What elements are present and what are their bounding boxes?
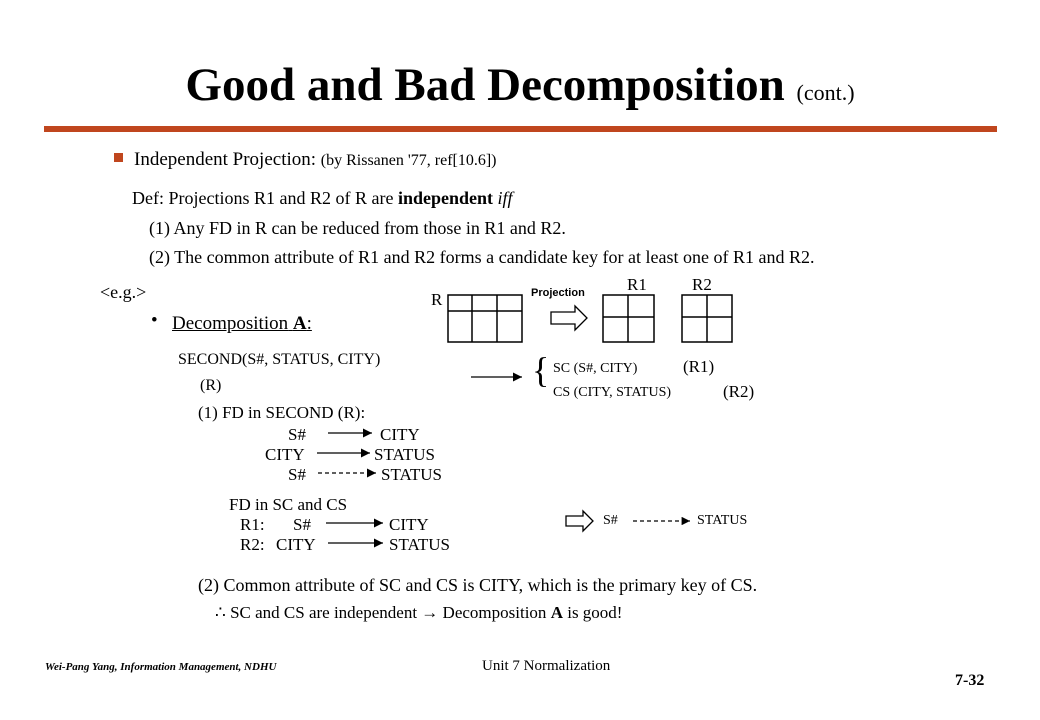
diagram-r-label: R xyxy=(431,290,443,309)
projection-sc-tag: (R1) xyxy=(683,357,715,376)
therefore-icon: ∴ xyxy=(215,603,226,622)
definition-suffix: iff xyxy=(497,188,513,208)
fd-row2-rhs: STATUS xyxy=(374,445,435,464)
table-r-icon xyxy=(448,295,522,342)
projection-arrow-icon xyxy=(551,306,587,330)
left-brace: { xyxy=(532,350,550,390)
footer-page-number: 7-32 xyxy=(955,672,985,689)
table-r1-icon xyxy=(603,295,654,342)
fd-second-heading: (1) FD in SECOND (R): xyxy=(198,403,366,422)
fd-r2-rhs: STATUS xyxy=(389,535,450,554)
fd-row1-lhs: S# xyxy=(288,425,306,444)
conclusion-post: is good! xyxy=(567,603,623,622)
fd-r1-rhs: CITY xyxy=(389,515,429,534)
relation-schema: SECOND(S#, STATUS, CITY) xyxy=(178,351,381,368)
fd-r1-lhs: S# xyxy=(293,515,311,534)
implied-lhs: S# xyxy=(603,513,618,528)
decomposition-label: Decomposition xyxy=(172,313,289,334)
conclusion-pre: SC and CS are independent xyxy=(230,603,418,622)
definition-keyword: independent xyxy=(397,188,493,208)
bullet-label: Independent Projection: xyxy=(134,149,317,170)
fd-r2-label: R2: xyxy=(240,535,265,554)
conclusion-mid: Decomposition xyxy=(442,603,547,622)
conclusion-letter: A xyxy=(550,603,563,622)
implies-hollow-arrow-icon xyxy=(566,511,593,531)
relation-tag: (R) xyxy=(200,377,222,394)
fd-row1-rhs: CITY xyxy=(380,425,420,444)
fd-row3-rhs: STATUS xyxy=(381,465,442,484)
definition-prefix: Def: Projections R1 and R2 of R are xyxy=(132,188,394,208)
decomposition-letter: A xyxy=(292,313,307,334)
projection-cs-tag: (R2) xyxy=(723,382,755,401)
table-r2-icon xyxy=(682,295,732,342)
footer-unit: Unit 7 Normalization xyxy=(482,658,611,674)
example-label: <e.g.> xyxy=(100,282,147,302)
projection-sc: SC (S#, CITY) xyxy=(553,361,638,376)
round-bullet-icon: • xyxy=(151,310,158,331)
fd-sc-cs-heading: FD in SC and CS xyxy=(229,495,348,514)
fd-r2-lhs: CITY xyxy=(276,535,316,554)
diagram-r2-label: R2 xyxy=(692,275,712,294)
decomposition-colon: : xyxy=(306,313,312,334)
projection-cs: CS (CITY, STATUS) xyxy=(553,385,672,400)
bullet-ref: (by Rissanen '77, ref[10.6]) xyxy=(320,152,497,169)
implies-arrow-icon: → xyxy=(421,603,439,622)
fd-row3-lhs: S# xyxy=(288,465,306,484)
condition-1: (1) Any FD in R can be reduced from those in R1 and R2. xyxy=(149,218,566,238)
fd-r1-label: R1: xyxy=(240,515,265,534)
implied-rhs: STATUS xyxy=(697,513,748,528)
title-sub: (cont.) xyxy=(796,80,855,105)
conclusion-line1: (2) Common attribute of SC and CS is CITY, which is the primary key of CS. xyxy=(198,575,758,595)
fd-row2-lhs: CITY xyxy=(265,445,305,464)
projection-label: Projection xyxy=(531,287,585,299)
title-main: Good and Bad Decomposition xyxy=(185,59,785,111)
footer-author: Wei-Pang Yang, Information Management, NDHU xyxy=(45,661,277,673)
condition-2: (2) The common attribute of R1 and R2 forms a candidate key for at least one of R1 and R2. xyxy=(149,247,815,267)
diagram-r1-label: R1 xyxy=(627,275,647,294)
